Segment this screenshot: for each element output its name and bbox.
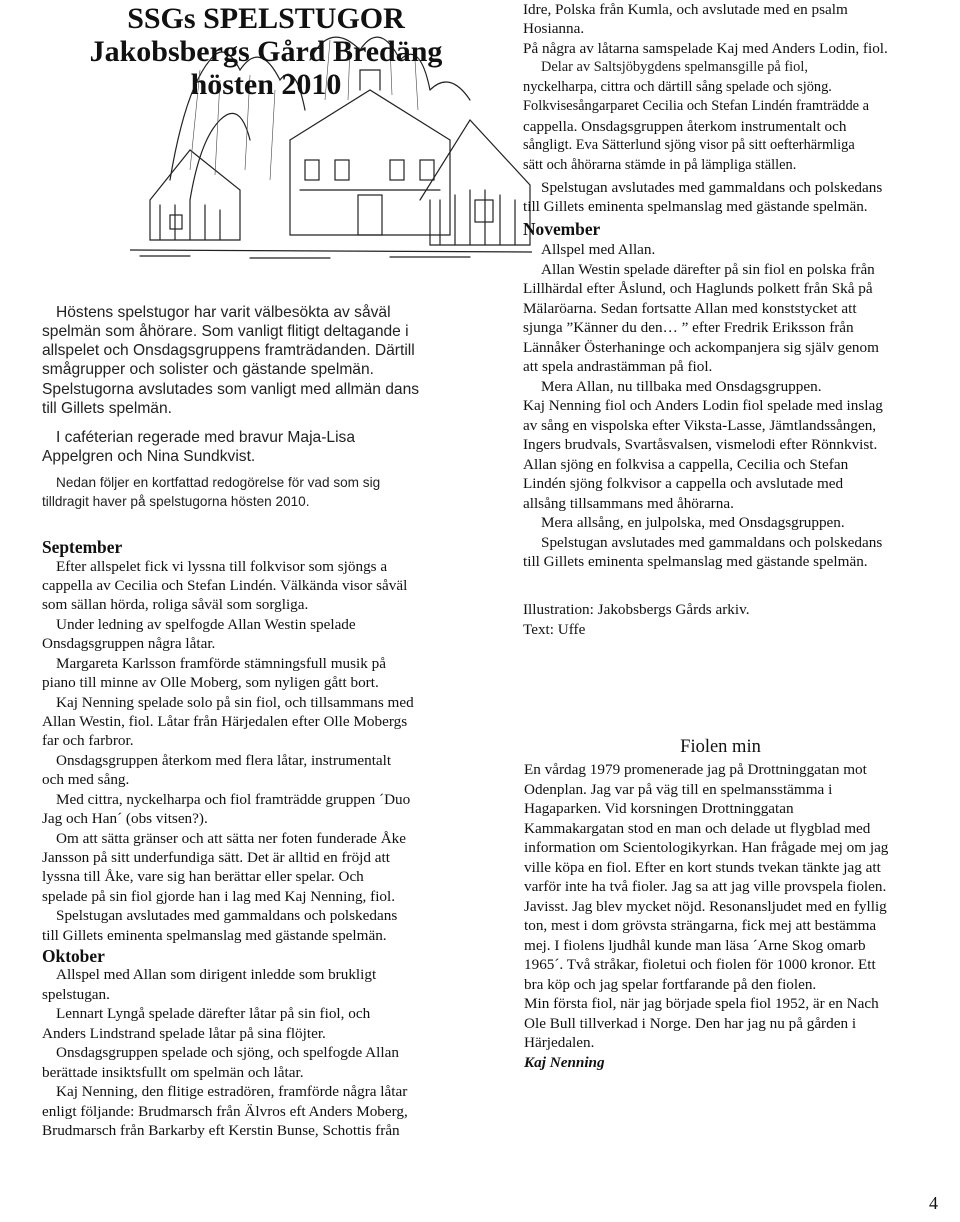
oktober-line: Lennart Lyngå spelade därefter låtar på sin fiol, och [56, 1005, 371, 1022]
intro-line: spelmän som åhörare. Som vanligt flitigt deltagande i [42, 323, 409, 340]
right-top-line: nyckelharpa, cittra och därtill sång spelade och sjöng. [523, 79, 832, 95]
november-line: allsång tillsammans med åhörarna. [523, 495, 734, 512]
right-top-line: Folkvisesångarparet Cecilia och Stefan Lindén framträdde a [523, 98, 870, 114]
intro-line: Höstens spelstugor har varit välbesökta av såväl [56, 304, 391, 321]
september-line: till Gillets eminenta spelmanslag med gästande spelmän. [42, 927, 387, 944]
fiolen-line: En vårdag 1979 promenerade jag på Drottninggatan mot [524, 761, 867, 778]
november-line: Spelstugan avslutades med gammaldans och polskedans [541, 534, 883, 551]
right-top-line: cappella. Onsdagsgruppen återkom instrumentalt och [523, 118, 847, 135]
oktober-line: Anders Lindstrand spelade låtar på sina flöjter. [42, 1025, 326, 1042]
illustration-credit: Illustration: Jakobsbergs Gårds arkiv. [523, 601, 750, 618]
november-line: Mera Allan, nu tillbaka med Onsdagsgruppen. [541, 378, 822, 395]
november-line: Lindén sjöng folkvisor a cappella och avslutade med [523, 475, 844, 492]
november-line: sjunga ”Känner du den… ” efter Fredrik Eriksson från [523, 319, 854, 336]
oktober-line: Brudmarsch från Barkarby eft Kerstin Bunse, Schottis från [42, 1122, 400, 1139]
september-line: spelade på sin fiol gjorde han i lag med Kaj Nenning, fiol. [42, 888, 396, 905]
oktober-line: Kaj Nenning, den flitige estradören, framförde några låtar [56, 1083, 408, 1100]
fiolen-author: Kaj Nenning [524, 1054, 605, 1071]
right-top-line: Idre, Polska från Kumla, och avslutade med en psalm [523, 1, 848, 18]
september-line: lyssna till Åke, vare sig han berättar eller spelar. Och [42, 868, 364, 885]
november-line: Mälaröarna. Sedan fortsatte Allan med konststycket att [523, 300, 857, 317]
september-line: cappella av Cecilia och Stefan Lindén. Välkända visor såväl [42, 577, 408, 594]
november-line: att spela andrastämman på fiol. [523, 358, 713, 375]
intro-line: tilldragit haver på spelstugorna hösten 2010. [42, 494, 310, 509]
intro-line: I caféterian regerade med bravur Maja-Lisa [56, 429, 356, 446]
title-line-3: hösten 2010 [190, 68, 342, 101]
right-top-line: Delar av Saltsjöbygdens spelmansgille på fiol, [541, 59, 808, 75]
title-line-1: SSGs SPELSTUGOR [127, 2, 405, 35]
oktober-line: spelstugan. [42, 986, 110, 1003]
intro-line: allspelet och Onsdagsgruppens framträdanden. Därtill [42, 342, 415, 359]
september-line: Spelstugan avslutades med gammaldans och polskedans [56, 907, 398, 924]
oktober-line: Onsdagsgruppen spelade och sjöng, och spelfogde Allan [56, 1044, 399, 1061]
fiolen-line: Ole Bull tillverkad i Norge. Den har jag nu på gården i [524, 1015, 857, 1032]
fiolen-line: Härjedalen. [524, 1034, 595, 1051]
right-top-line: sångligt. Eva Sätterlund sjöng visor på sitt oefterhärmliga [523, 137, 855, 153]
fiolen-line: bra köp och jag spelar fortfarande på den fiolen. [524, 976, 817, 993]
fiolen-line: Javisst. Jag blev mycket nöjd. Resonansljudet med en fyllig [524, 898, 887, 915]
fiolen-line: ville köpa en fiol. Efter en kort stunds tvekan tänkte jag att [524, 859, 881, 876]
september-line: far och farbror. [42, 732, 134, 749]
november-line: Allan Westin spelade därefter på sin fiol en polska från [541, 261, 875, 278]
fiolen-line: Odenplan. Jag var på väg till en spelmansstämma i [524, 781, 833, 798]
text-credit: Text: Uffe [523, 621, 586, 638]
september-line: Allan Westin, fiol. Låtar från Härjedalen efter Olle Mobergs [42, 713, 408, 730]
oktober-line: enligt följande: Brudmarsch från Älvros eft Anders Moberg, [42, 1103, 408, 1120]
oktober-line: berättade insiktsfullt om spelmän och låtar. [42, 1064, 304, 1081]
september-line: Jansson på sitt underfundiga sätt. Det är alltid en fröjd att [42, 849, 390, 866]
september-line: Med cittra, nyckelharpa och fiol framträdde gruppen ´Duo [56, 791, 411, 808]
fiolen-line: Min första fiol, när jag började spela fiol 1952, är en Nach [524, 995, 879, 1012]
fiolen-line: 1965´. Två stråkar, fioletui och fiolen för 1000 kronor. Ett [524, 956, 876, 973]
september-line: som sällan hörda, roliga såväl som sorgliga. [42, 596, 309, 613]
november-line: Allspel med Allan. [541, 241, 656, 258]
intro-line: Nedan följer en kortfattad redogörelse för vad som sig [56, 475, 381, 490]
intro-line: Appelgren och Nina Sundkvist. [42, 448, 256, 465]
september-line: Margareta Karlsson framförde stämningsfull musik på [56, 655, 386, 672]
november-line: Ingers brudvals, Svartåsvalsen, vismelodi efter Rönnkvist. [523, 436, 878, 453]
september-line: piano till minne av Olle Moberg, som nyligen gått bort. [42, 674, 379, 691]
fiolen-line: ton, mest i dom grövsta strängarna, fick mej att bestämma [524, 917, 877, 934]
november-heading: November [523, 219, 601, 239]
november-line: till Gillets eminenta spelmanslag med gästande spelmän. [523, 553, 868, 570]
fiolen-line: Kammakargatan stod en man och delade ut flygblad med [524, 820, 871, 837]
september-line: Kaj Nenning spelade solo på sin fiol, och tillsammans med [56, 694, 414, 711]
intro-line: Spelstugorna avslutades som vanligt med allmän dans [42, 381, 420, 398]
intro-line: till Gillets spelmän. [42, 400, 172, 417]
right-top-line: Spelstugan avslutades med gammaldans och polskedans [541, 179, 883, 196]
september-line: Jag och Han´ (obs vitsen?). [42, 810, 208, 827]
september-heading: September [42, 537, 123, 557]
september-line: Efter allspelet fick vi lyssna till folkvisor som sjöngs a [56, 558, 388, 575]
september-line: och med sång. [42, 771, 130, 788]
november-line: Mera allsång, en julpolska, med Onsdagsgruppen. [541, 514, 845, 531]
intro-line: smågrupper och solister och gästande spelmän. [42, 361, 374, 378]
right-top-line: till Gillets eminenta spelmanslag med gästande spelmän. [523, 198, 868, 215]
fiolen-line: mej. I fiolens ljudhål kunde man läsa ´Arne Skog omarb [524, 937, 866, 954]
title-line-2: Jakobsbergs Gård Bredäng [89, 35, 443, 68]
november-line: Lännåker Österhaninge och ackompanjera sig själv genom [523, 339, 879, 356]
november-line: Lillhärdal efter Åslund, och Haglunds polkett från Skå på [523, 280, 873, 297]
right-top-line: På några av låtarna samspelade Kaj med Anders Lodin, fiol. [523, 40, 888, 57]
november-line: av sång en vispolska efter Viksta-Lasse, Jämtlandssången, [523, 417, 877, 434]
september-line: Onsdagsgruppen återkom med flera låtar, instrumentalt [56, 752, 392, 769]
fiolen-title: Fiolen min [680, 737, 761, 757]
september-line: Om att sätta gränser och att sätta ner foten funderade Åke [56, 830, 407, 847]
page-number: 4 [929, 1193, 938, 1213]
right-top-line: Hosianna. [523, 20, 585, 37]
november-line: Kaj Nenning fiol och Anders Lodin fiol spelade med inslag [523, 397, 883, 414]
fiolen-line: Hagaparken. Vid korsningen Drottninggatan [524, 800, 794, 817]
november-line: Allan sjöng en folkvisa a cappella, Cecilia och Stefan [523, 456, 849, 473]
fiolen-line: information om Scientologikyrkan. Han frågade mej om jag [524, 839, 889, 856]
oktober-line: Allspel med Allan som dirigent inledde som brukligt [56, 966, 377, 983]
fiolen-line: varför inte ha två fioler. Jag sa att jag ville provspela fiolen. [524, 878, 887, 895]
september-line: Under ledning av spelfogde Allan Westin spelade [56, 616, 356, 633]
right-top-line: sätt och åhörarna stämde in på lämpliga ställen. [523, 157, 797, 173]
september-line: Onsdagsgruppen några låtar. [42, 635, 216, 652]
oktober-heading: Oktober [42, 946, 105, 966]
title-block [40, 0, 492, 264]
